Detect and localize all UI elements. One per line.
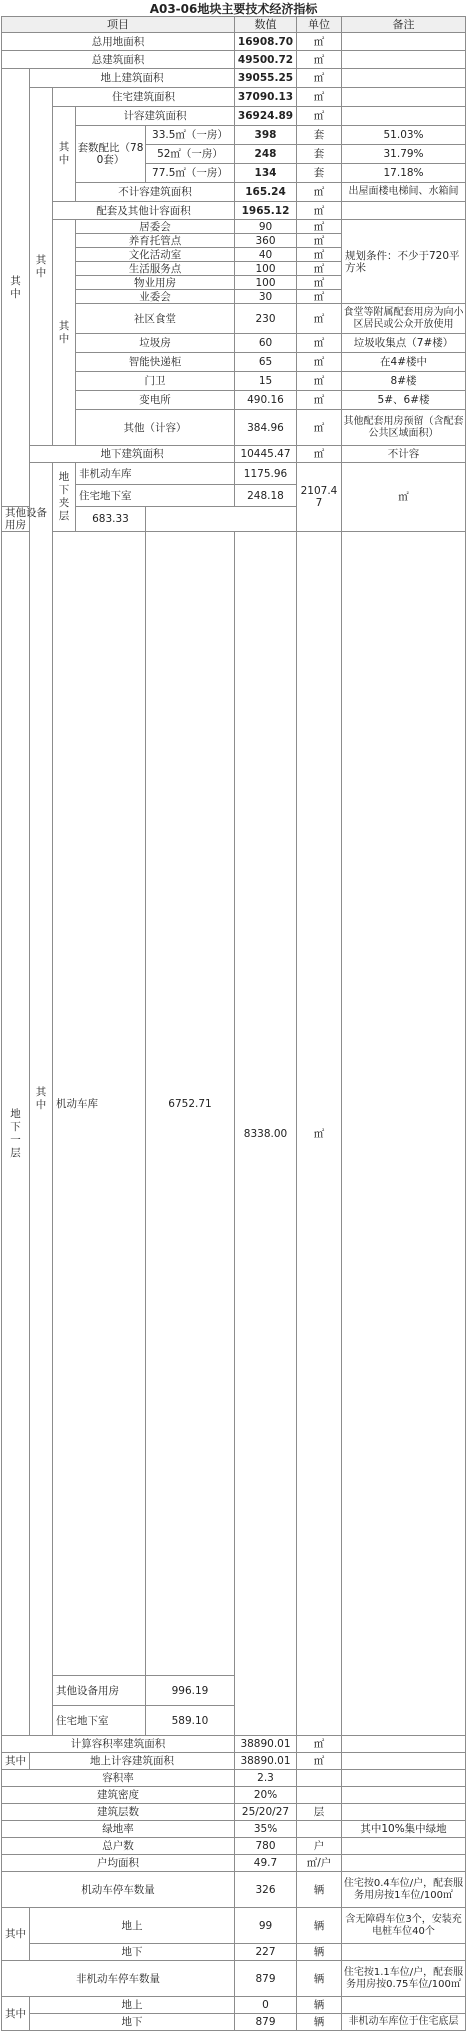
table-row: 社区食堂 230 ㎡ 食堂等附属配套用房为向小区居民或公众开放使用 — [2, 304, 466, 334]
header-unit: 单位 — [297, 17, 342, 33]
table-row: 其中 地上 99 辆 含无障碍车位3个，安装充电桩车位40个 — [2, 1908, 466, 1944]
header-item: 项目 — [2, 17, 235, 33]
header-row — [2, 17, 466, 33]
table-row: 机动车停车数量 326 辆 住宅按0.4车位/户，配套服务用房按1车位/100㎡ — [2, 1872, 466, 1908]
qizhong-label: 其中 — [2, 1753, 30, 1770]
table-row: 建筑层数 25/20/27 层 — [2, 1804, 466, 1821]
table-row: 其中 地上 0 辆 — [2, 1997, 466, 2014]
table-title: A03-06地块主要技术经济指标 — [149, 1, 318, 16]
qizhong-label: 其中 — [30, 88, 53, 446]
table-row: 总建筑面积 49500.72 ㎡ — [2, 51, 466, 69]
planning-note: 规划条件：不少于720平方米 — [342, 220, 466, 304]
table-row: 其他设备用房 683.33 — [2, 507, 466, 532]
table-row: 其他（计容） 384.96 ㎡ 其他配套用房预留（含配套公共区域面积） — [2, 410, 466, 446]
qizhong-label: 其中 — [2, 69, 30, 507]
table-row: 地下 879 辆 非机动车库位于住宅底层 — [2, 2014, 466, 2031]
table-row: 智能快递柜 65 ㎡ 在4#楼中 — [2, 353, 466, 372]
table-row: 住宅地下室 248.18 — [2, 485, 466, 507]
table-row: 其中 地上计容建筑面积 38890.01 ㎡ — [2, 1753, 466, 1770]
table-row: 门卫 15 ㎡ 8#楼 — [2, 372, 466, 391]
table-row: 建筑密度 20% — [2, 1787, 466, 1804]
qizhong-label: 其中 — [53, 220, 76, 446]
table-row: 非机动车停车数量 879 辆 住宅按1.1车位/户，配套服务用房按0.75车位/100㎡ — [2, 1961, 466, 1997]
table-row: 计算容积率建筑面积 38890.01 ㎡ — [2, 1736, 466, 1753]
table-row: 户均面积 49.7 ㎡/户 — [2, 1855, 466, 1872]
basement-label: 地下一层 — [2, 532, 30, 1736]
table-row: 生活服务点 100 ㎡ — [2, 262, 466, 276]
qizhong-label: 其中 — [2, 1908, 30, 1961]
qizhong-label: 其中 — [2, 1997, 30, 2031]
table-row: 文化活动室 40 ㎡ — [2, 248, 466, 262]
table-row: 容积率 2.3 — [2, 1770, 466, 1787]
indicator-sheet — [0, 1, 466, 2028]
qizhong-label: 其中 — [53, 107, 76, 202]
taoshu-label: 套数配比（780套） — [76, 126, 146, 183]
table-row: 配套及其他计容面积 1965.12 ㎡ — [2, 202, 466, 220]
table-row: 52㎡（一房） 248 套 31.79% — [2, 145, 466, 164]
table-row: 地下建筑面积 10445.47 ㎡ 不计容 — [2, 446, 466, 463]
table-row: 其中 地下夹层 非机动车库 1175.96 2107.47 ㎡ — [2, 463, 466, 485]
table-row: 其中 居委会 90 ㎡ 规划条件：不少于720平方米 — [2, 220, 466, 234]
table-row: 住宅地下室 589.10 — [2, 1706, 466, 1736]
indicator-table — [1, 1, 466, 2031]
table-row: 地下一层 机动车库 6752.71 8338.00 ㎡ — [2, 532, 466, 1676]
table-row: 77.5㎡（一房） 134 套 17.18% — [2, 164, 466, 183]
table-row: 套数配比（780套） 33.5㎡（一房） 398 套 51.03% — [2, 126, 466, 145]
table-row: 养育托管点 360 ㎡ — [2, 234, 466, 248]
table-row: 总户数 780 户 — [2, 1838, 466, 1855]
table-row: 其中 住宅建筑面积 37090.13 ㎡ — [2, 88, 466, 107]
table-row: 物业用房 100 ㎡ — [2, 276, 466, 290]
table-row: 变电所 490.16 ㎡ 5#、6#楼 — [2, 391, 466, 410]
header-value: 数值 — [235, 17, 297, 33]
qizhong-label: 其中 — [30, 463, 53, 1736]
table-row: 垃圾房 60 ㎡ 垃圾收集点（7#楼） — [2, 334, 466, 353]
table-row: 其他设备用房 996.19 — [2, 1676, 466, 1706]
table-row: 业委会 30 ㎡ — [2, 290, 466, 304]
table-row: 不计容建筑面积 165.24 ㎡ 出屋面楼电梯间、水箱间 — [2, 183, 466, 202]
mezzanine-label: 地下夹层 — [53, 463, 76, 532]
table-row: 其中 计容建筑面积 36924.89 ㎡ — [2, 107, 466, 126]
table-row: 绿地率 35% 其中10%集中绿地 — [2, 1821, 466, 1838]
table-row: 地下 227 辆 — [2, 1944, 466, 1961]
header-note: 备注 — [342, 17, 466, 33]
table-row: 总用地面积 16908.70 ㎡ — [2, 33, 466, 51]
table-row: 其中 地上建筑面积 39055.25 ㎡ — [2, 69, 466, 88]
